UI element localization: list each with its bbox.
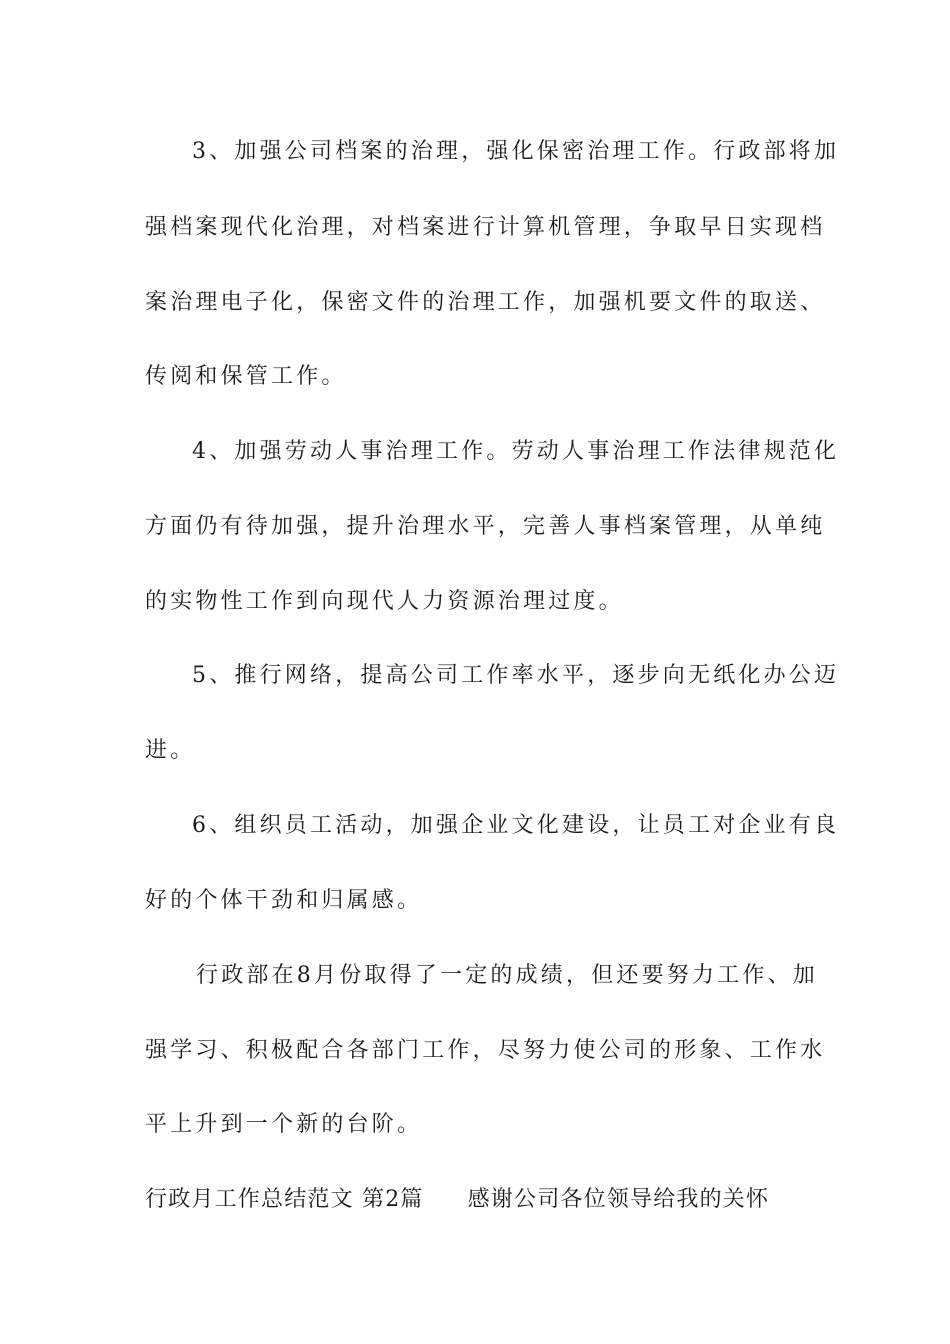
paragraph-3-line-3: 案治理电子化，保密文件的治理工作，加强机要文件的取送、 bbox=[145, 290, 826, 315]
paragraph-3-line-2: 强档案现代化治理，对档案进行计算机管理，争取早日实现档 bbox=[145, 215, 826, 240]
paragraph-5-line-2: 进。 bbox=[145, 738, 196, 763]
summary-line-3: 平上升到一个新的台阶。 bbox=[145, 1112, 423, 1137]
paragraph-5-line-1: 5、推行网络，提高公司工作率水平，逐步向无纸化办公迈 bbox=[192, 663, 840, 688]
paragraph-6-line-2: 好的个体干劲和归属感。 bbox=[145, 888, 423, 913]
paragraph-4-line-2: 方面仍有待加强，提升治理水平，完善人事档案管理，从单纯 bbox=[145, 514, 826, 539]
paragraph-4-line-1: 4、加强劳动人事治理工作。劳动人事治理工作法律规范化 bbox=[192, 439, 840, 464]
section-heading: 行政月工作总结范文 第2篇 bbox=[145, 1187, 424, 1212]
section-body-start: 感谢公司各位领导给我的关怀 bbox=[467, 1187, 770, 1212]
summary-line-1: 行政部在8月份取得了一定的成绩，但还要努力工作、加 bbox=[196, 963, 818, 988]
summary-line-2: 强学习、积极配合各部门工作，尽努力使公司的形象、工作水 bbox=[145, 1038, 826, 1063]
footer-line bbox=[145, 1180, 825, 1220]
paragraph-4-line-3: 的实物性工作到向现代人力资源治理过度。 bbox=[145, 589, 624, 614]
paragraph-3-line-4: 传阅和保管工作。 bbox=[145, 364, 347, 389]
paragraph-3-line-1: 3、加强公司档案的治理，强化保密治理工作。行政部将加 bbox=[192, 139, 840, 164]
paragraph-6-line-1: 6、组织员工活动，加强企业文化建设，让员工对企业有良 bbox=[192, 813, 840, 838]
